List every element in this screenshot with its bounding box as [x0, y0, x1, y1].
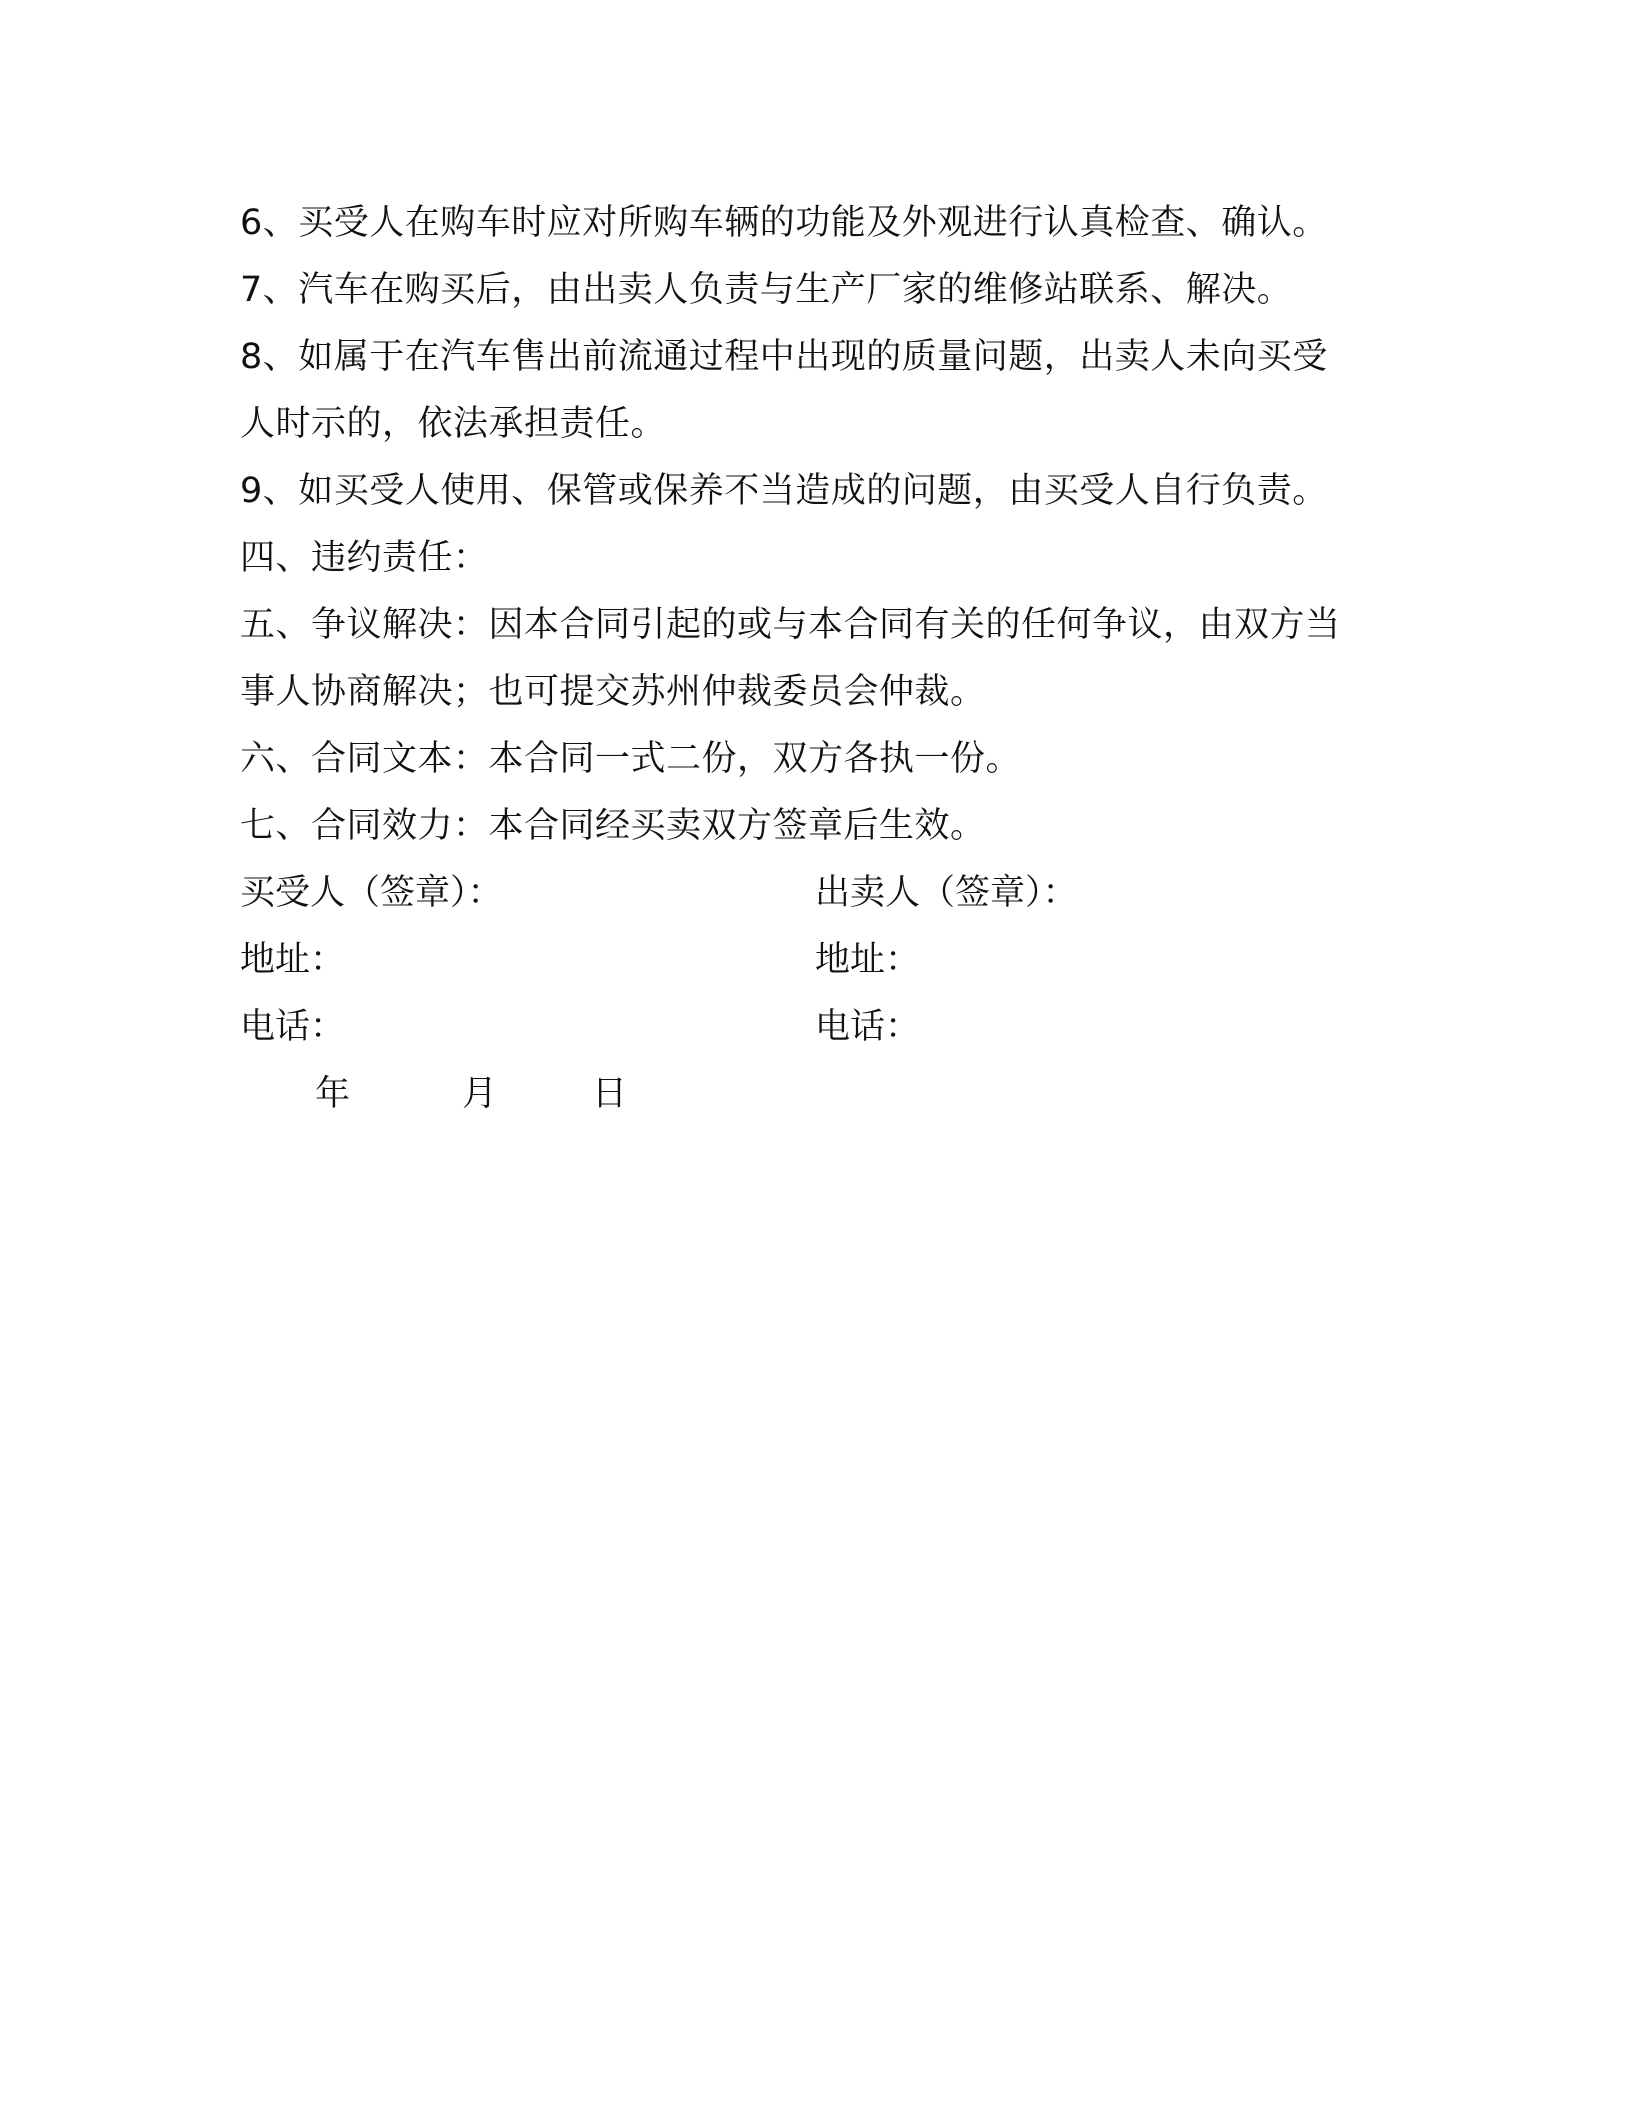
buyer-phone-label: 电话：	[240, 1007, 346, 1047]
section-contract-copies: 六、合同文本：本合同一式二份，双方各执一份。	[240, 739, 1022, 779]
phone-row	[240, 994, 1410, 1061]
clause-9: 9、如买受人使用、保管或保养不当造成的问题，由买受人自行负责。	[240, 471, 1328, 511]
address-row	[240, 927, 1410, 994]
clause-7: 7、汽车在购买后，由出卖人负责与生产厂家的维修站联系、解决。	[240, 270, 1293, 310]
clause-8-line-1: 8、如属于在汽车售出前流通过程中出现的质量问题，出卖人未向买受	[240, 337, 1328, 377]
section-breach-liability: 四、违约责任：	[240, 538, 489, 578]
signature-row	[240, 860, 1410, 927]
buyer-address-label: 地址：	[240, 940, 346, 980]
clause-6: 6、买受人在购车时应对所购车辆的功能及外观进行认真检查、确认。	[240, 203, 1328, 243]
section-dispute-line-2: 事人协商解决；也可提交苏州仲裁委员会仲裁。	[240, 672, 986, 712]
contract-body	[240, 190, 1410, 1128]
seller-signature-label: 出卖人（签章）：	[815, 873, 1078, 913]
section-contract-effect: 七、合同效力：本合同经买卖双方签章后生效。	[240, 806, 986, 846]
section-dispute-line-1: 五、争议解决：因本合同引起的或与本合同有关的任何争议，由双方当	[240, 605, 1341, 645]
seller-phone-label: 电话：	[815, 1007, 921, 1047]
clause-8-line-2: 人时示的，依法承担责任。	[240, 404, 667, 444]
date-day-label: 日	[592, 1074, 628, 1114]
buyer-signature-label: 买受人（签章）：	[240, 873, 503, 913]
date-row	[240, 1061, 1410, 1128]
seller-address-label: 地址：	[815, 940, 921, 980]
date-month-label: 月	[462, 1074, 498, 1114]
date-year-label: 年	[315, 1074, 351, 1114]
